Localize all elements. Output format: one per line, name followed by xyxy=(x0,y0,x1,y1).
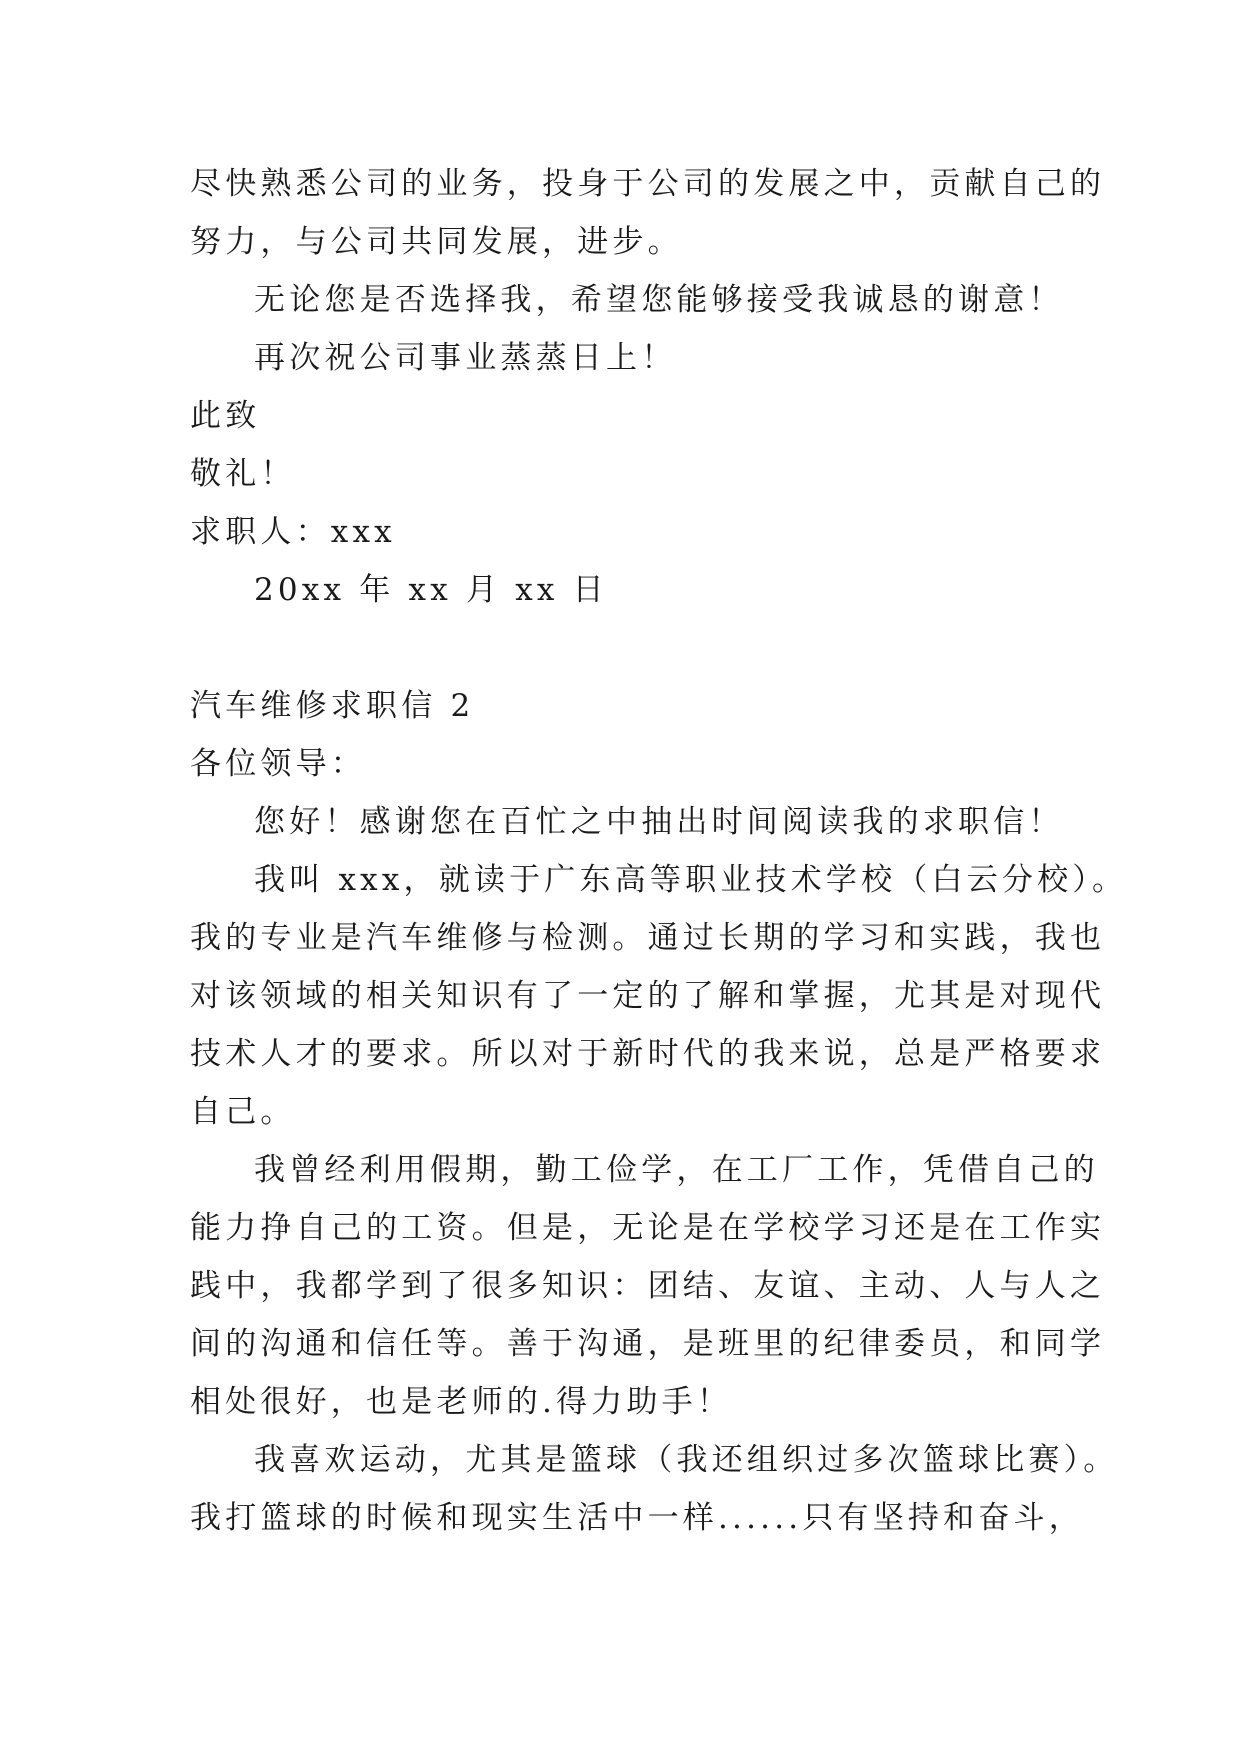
letter-date: 20xx 年 xx 月 xx 日 xyxy=(254,572,608,608)
paragraph-line: 自己。 xyxy=(190,1094,296,1130)
paragraph-line: 技术人才的要求。所以对于新时代的我来说，总是严格要求 xyxy=(190,1036,1106,1072)
paragraph-line: 再次祝公司事业蒸蒸日上！ xyxy=(254,340,677,376)
paragraph-line: 我的专业是汽车维修与检测。通过长期的学习和实践，我也 xyxy=(190,920,1106,956)
paragraph-line: 对该领域的相关知识有了一定的了解和掌握，尤其是对现代 xyxy=(190,978,1106,1014)
paragraph-line: 相处很好，也是老师的.得力助手！ xyxy=(190,1384,733,1420)
paragraph-line: 您好！感谢您在百忙之中抽出时间阅读我的求职信！ xyxy=(254,804,1064,840)
paragraph-line: 无论您是否选择我，希望您能够接受我诚恳的谢意！ xyxy=(254,282,1064,318)
paragraph-line: 我打篮球的时候和现实生活中一样......只有坚持和奋斗， xyxy=(190,1500,1084,1536)
paragraph-line: 我叫 xxx，就读于广东高等职业技术学校（白云分校）。 xyxy=(254,862,1128,898)
paragraph-line: 能力挣自己的工资。但是，无论是在学校学习还是在工作实 xyxy=(190,1210,1106,1246)
paragraph-line: 间的沟通和信任等。善于沟通，是班里的纪律委员，和同学 xyxy=(190,1326,1106,1362)
closing-regards: 敬礼！ xyxy=(190,456,296,492)
closing-salutation: 此致 xyxy=(190,398,261,434)
paragraph-line: 我喜欢运动，尤其是篮球（我还组织过多次篮球比赛）。 xyxy=(254,1442,1119,1478)
greeting: 各位领导： xyxy=(190,746,366,782)
paragraph-line: 努力，与公司共同发展，进步。 xyxy=(190,224,683,260)
paragraph-line: 尽快熟悉公司的业务，投身于公司的发展之中，贡献自己的 xyxy=(190,166,1106,202)
section-title: 汽车维修求职信 2 xyxy=(190,688,475,724)
applicant-signature: 求职人：xxx xyxy=(190,514,396,550)
paragraph-line: 我曾经利用假期，勤工俭学，在工厂工作，凭借自己的 xyxy=(254,1152,1099,1188)
paragraph-line: 践中，我都学到了很多知识：团结、友谊、主动、人与人之 xyxy=(190,1268,1106,1304)
